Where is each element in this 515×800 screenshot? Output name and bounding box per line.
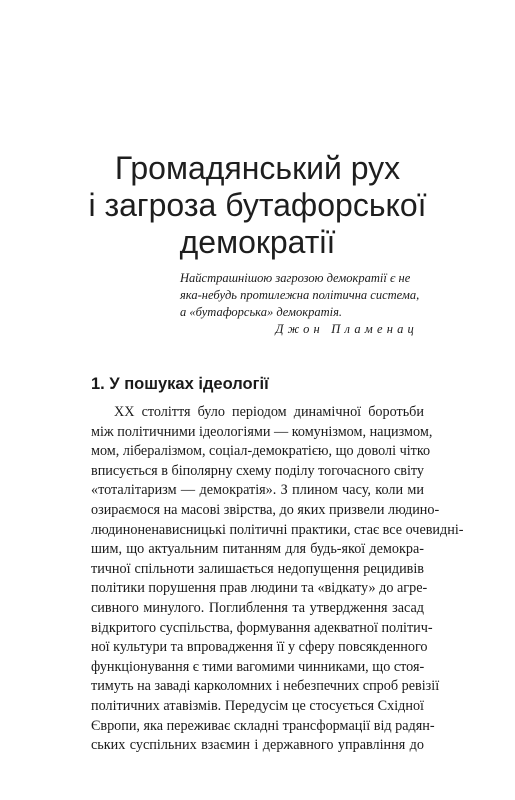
body-line: відкритого суспільства, формування адекватної політич-: [91, 619, 433, 636]
body-line: тимуть на заваді карколомних і небезпечних спроб ревізії: [91, 678, 440, 695]
body-line: вписується в біполярну схему поділу тогочасного світу: [91, 462, 424, 479]
epigraph: [180, 270, 418, 338]
body-paragraph: [91, 403, 464, 756]
body-line: мом, лібералізмом, соціал-демократією, що доволі чітко: [91, 443, 431, 460]
body-line: XX століття було періодом динамічної боротьби: [114, 404, 424, 420]
chapter-title: [40, 150, 475, 261]
chapter-title-line: Громадянський рух: [114, 150, 401, 186]
section-heading: 1. У пошуках ідеології: [91, 375, 269, 393]
body-line: сивного минулого. Поглиблення та утвердження засад: [91, 599, 424, 616]
epigraph-line: а «бутафорська» демократія.: [180, 305, 343, 319]
chapter-title-line: і загроза бутафорської: [88, 187, 427, 223]
body-line: людиноненависницькі політичні практики, стає все очевидні-: [91, 521, 464, 538]
body-line: «тоталітаризм — демократія». З плином часу, коли ми: [91, 482, 424, 499]
epigraph-line: Найстрашнішою загрозою демократії є не: [180, 271, 411, 285]
epigraph-line: яка-небудь протилежна політична система,: [180, 288, 420, 302]
chapter-title-line: демократії: [179, 224, 336, 260]
body-line: політичних атавізмів. Передусім це стосується Східної: [91, 697, 424, 714]
body-line: озираємося на масові звірства, до яких призвели людино-: [91, 501, 440, 518]
epigraph-author: Джон Пламенац: [275, 322, 418, 336]
body-line: ських суспільних взаємин і державного управління до: [91, 737, 424, 754]
body-line: ної культури та впровадження її у сферу повсякденного: [91, 639, 428, 656]
body-line: тичної спільноти залишається недопущення рецидивів: [91, 560, 424, 577]
body-line: шим, що актуальним питанням для будь-якої демокра-: [91, 541, 424, 558]
body-line: між політичними ідеологіями — комунізмом, нацизмом,: [91, 423, 433, 440]
body-line: функціонування є тими вагомими чинниками, що стоя-: [91, 658, 425, 675]
body-line: Європи, яка переживає складні трансформації від радян-: [91, 717, 435, 734]
body-line: політики порушення прав людини та «відкату» до агре-: [91, 580, 428, 597]
